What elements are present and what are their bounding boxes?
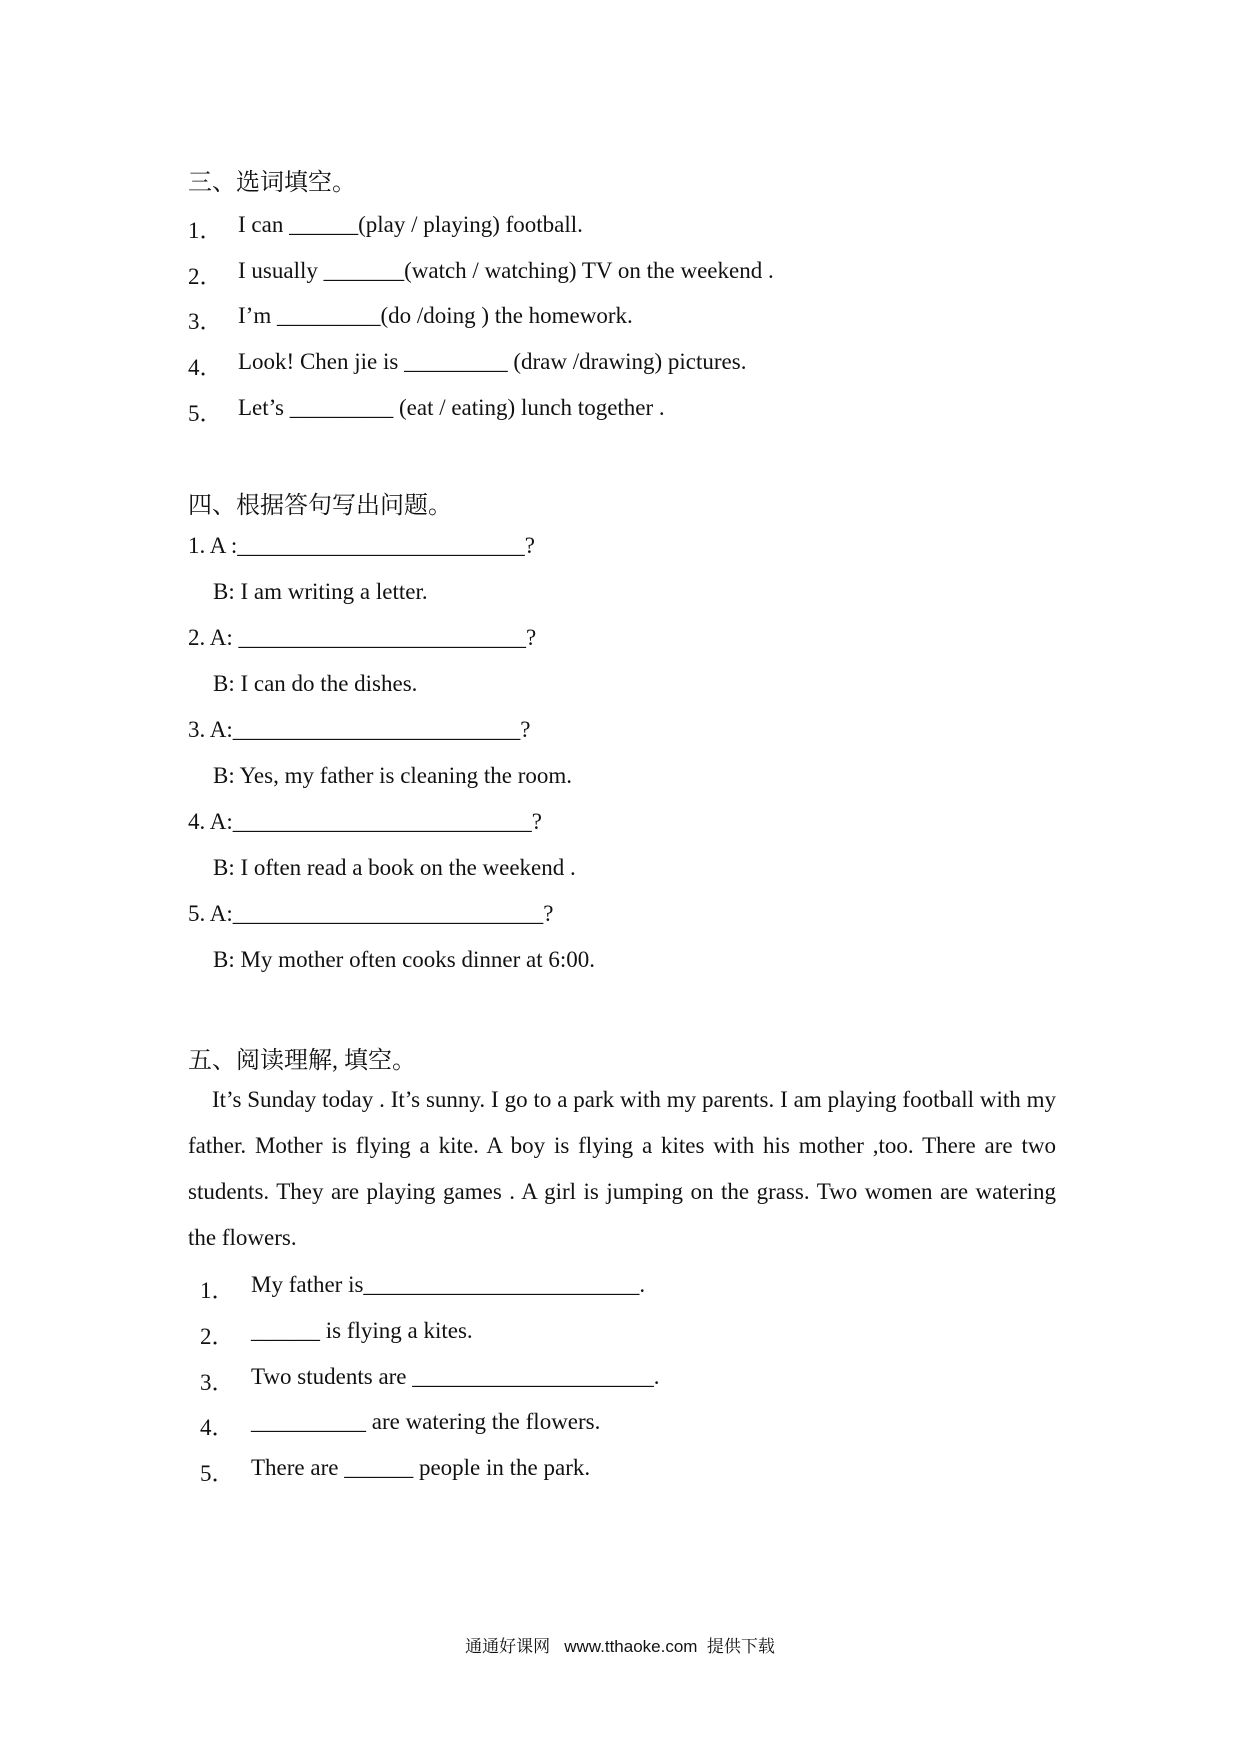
section-3-title: 三、选词填空。 <box>188 170 356 196</box>
s5-item-3-text: Two students are _____________________. <box>251 1364 660 1389</box>
s4-question-2: 2. A: _________________________? <box>188 625 537 650</box>
s3-item-5-text: Let’s _________ (eat / eating) lunch together . <box>238 395 665 420</box>
s4-answer-3: B: Yes, my father is cleaning the room. <box>213 763 573 788</box>
s4-question-3: 3. A:_________________________? <box>188 717 531 742</box>
s3-item-4-number: 4． <box>188 355 223 380</box>
s5-item-5-text: There are ______ people in the park. <box>251 1455 591 1480</box>
s5-item-4-number: 4． <box>200 1415 235 1440</box>
s3-item-5-number: 5． <box>188 401 223 426</box>
s4-question-1: 1. A :_________________________? <box>188 533 535 558</box>
s4-answer-1: B: I am writing a letter. <box>213 579 428 604</box>
s5-item-4-text: __________ are watering the flowers. <box>251 1409 601 1434</box>
reading-passage: It’s Sunday today . It’s sunny. I go to a park with my parents. I am playing football with my father. Mother is flying a kite. A boy is flying a kites with his mother ,too. There are two students. They are playing games . A girl is jumping on the grass. Two women are watering the flowers. <box>188 1087 1056 1250</box>
s3-item-2-number: 2． <box>188 264 223 289</box>
section-5-title: 五、阅读理解, 填空。 <box>188 1048 416 1074</box>
s3-item-3-text: I’m _________(do /doing ) the homework. <box>238 303 633 328</box>
s3-item-1-text: I can ______(play / playing) football. <box>238 212 583 237</box>
s5-item-2-number: 2． <box>200 1324 235 1349</box>
s5-item-5-number: 5． <box>200 1461 235 1486</box>
s3-item-1-number: 1． <box>188 218 223 243</box>
s3-item-4-text: Look! Chen jie is _________ (draw /drawing) pictures. <box>238 349 747 374</box>
s3-item-3-number: 3． <box>188 309 223 334</box>
s5-item-1-number: 1． <box>200 1278 235 1303</box>
s4-question-5: 5. A:___________________________? <box>188 901 554 926</box>
s4-question-4: 4. A:__________________________? <box>188 809 542 834</box>
s5-item-1-text: My father is________________________. <box>251 1272 646 1297</box>
s4-answer-4: B: I often read a book on the weekend . <box>213 855 576 880</box>
s4-answer-5: B: My mother often cooks dinner at 6:00. <box>213 947 595 972</box>
footer-credit: 通通好课网 www.tthaoke.com 提供下载 <box>465 1637 775 1656</box>
s3-item-2-text: I usually _______(watch / watching) TV on the weekend . <box>238 258 774 283</box>
s5-item-2-text: ______ is flying a kites. <box>251 1318 473 1343</box>
section-4-title: 四、根据答句写出问题。 <box>188 493 452 519</box>
s5-item-3-number: 3． <box>200 1370 235 1395</box>
s4-answer-2: B: I can do the dishes. <box>213 671 418 696</box>
